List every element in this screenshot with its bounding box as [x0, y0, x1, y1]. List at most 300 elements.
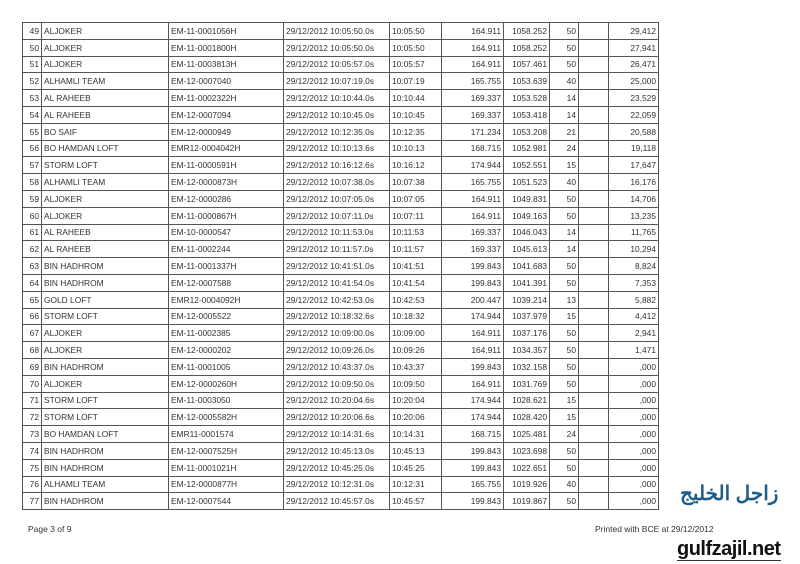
- cell-blank: [579, 308, 609, 325]
- cell-distance: 169.337: [442, 106, 504, 123]
- cell-blank: [579, 493, 609, 510]
- cell-loft-name: BIN HADHROM: [42, 258, 169, 275]
- table-row: [23, 106, 659, 123]
- cell-arrival-datetime: 29/12/2012 10:11:57.0s: [284, 241, 390, 258]
- cell-blank: [579, 274, 609, 291]
- cell-loft-name: ALHAMLI TEAM: [42, 476, 169, 493]
- cell-rank: 67: [23, 325, 42, 342]
- cell-speed: 1031.769: [504, 375, 550, 392]
- cell-ring-id: EM-11-0001005: [169, 358, 284, 375]
- cell-ring-id: EM-11-0000867H: [169, 207, 284, 224]
- cell-loft-name: BIN HADHROM: [42, 442, 169, 459]
- cell-ring-id: EM-11-0001337H: [169, 258, 284, 275]
- cell-entries: 14: [550, 106, 579, 123]
- cell-distance: 200.447: [442, 291, 504, 308]
- printed-info: Printed with BCE at 29/12/2012: [595, 524, 714, 534]
- table-row: [23, 358, 659, 375]
- cell-speed: 1049.831: [504, 190, 550, 207]
- cell-speed: 1039.214: [504, 291, 550, 308]
- cell-distance: 164.911: [442, 375, 504, 392]
- cell-ring-id: EM-12-0005522: [169, 308, 284, 325]
- cell-rank: 64: [23, 274, 42, 291]
- cell-arrival-datetime: 29/12/2012 10:45:13.0s: [284, 442, 390, 459]
- cell-points: 25,000: [609, 73, 659, 90]
- cell-speed: 1049.163: [504, 207, 550, 224]
- cell-speed: 1053.639: [504, 73, 550, 90]
- cell-distance: 165.755: [442, 476, 504, 493]
- cell-speed: 1045.613: [504, 241, 550, 258]
- cell-speed: 1028.621: [504, 392, 550, 409]
- cell-arrival-time: 10:42:53: [390, 291, 442, 308]
- cell-speed: 1019.926: [504, 476, 550, 493]
- cell-loft-name: ALHAMLI TEAM: [42, 174, 169, 191]
- cell-speed: 1053.418: [504, 106, 550, 123]
- cell-entries: 50: [550, 56, 579, 73]
- table-row: [23, 342, 659, 359]
- cell-arrival-datetime: 29/12/2012 10:42:53.0s: [284, 291, 390, 308]
- cell-ring-id: EM-12-0000286: [169, 190, 284, 207]
- table-row: [23, 140, 659, 157]
- cell-entries: 15: [550, 409, 579, 426]
- table-row: [23, 56, 659, 73]
- cell-points: 1,471: [609, 342, 659, 359]
- cell-distance: 199.843: [442, 442, 504, 459]
- cell-points: 4,412: [609, 308, 659, 325]
- cell-blank: [579, 207, 609, 224]
- cell-entries: 15: [550, 157, 579, 174]
- cell-arrival-time: 10:45:25: [390, 459, 442, 476]
- cell-speed: 1023.698: [504, 442, 550, 459]
- cell-blank: [579, 140, 609, 157]
- cell-ring-id: EM-12-0000877H: [169, 476, 284, 493]
- cell-distance: 169.337: [442, 90, 504, 107]
- table-row: [23, 459, 659, 476]
- cell-entries: 21: [550, 123, 579, 140]
- cell-arrival-time: 10:41:54: [390, 274, 442, 291]
- cell-speed: 1041.391: [504, 274, 550, 291]
- cell-loft-name: AL RAHEEB: [42, 106, 169, 123]
- cell-ring-id: EMR12-0004042H: [169, 140, 284, 157]
- cell-ring-id: EM-11-0003813H: [169, 56, 284, 73]
- cell-entries: 40: [550, 73, 579, 90]
- cell-ring-id: EM-11-0002322H: [169, 90, 284, 107]
- cell-entries: 15: [550, 392, 579, 409]
- cell-points: 22,059: [609, 106, 659, 123]
- cell-arrival-datetime: 29/12/2012 10:41:54.0s: [284, 274, 390, 291]
- cell-arrival-datetime: 29/12/2012 10:07:05.0s: [284, 190, 390, 207]
- cell-points: ,000: [609, 426, 659, 443]
- cell-loft-name: BO HAMDAN LOFT: [42, 140, 169, 157]
- cell-arrival-time: 10:18:32: [390, 308, 442, 325]
- cell-points: 17,647: [609, 157, 659, 174]
- table-row: [23, 274, 659, 291]
- cell-distance: 174.944: [442, 308, 504, 325]
- cell-rank: 58: [23, 174, 42, 191]
- cell-rank: 68: [23, 342, 42, 359]
- cell-points: ,000: [609, 358, 659, 375]
- cell-speed: 1058.252: [504, 39, 550, 56]
- cell-ring-id: EM-12-0007094: [169, 106, 284, 123]
- cell-distance: 165.755: [442, 174, 504, 191]
- cell-points: 23,529: [609, 90, 659, 107]
- cell-entries: 50: [550, 39, 579, 56]
- cell-points: 11,765: [609, 224, 659, 241]
- table-row: [23, 375, 659, 392]
- cell-blank: [579, 375, 609, 392]
- table-row: [23, 291, 659, 308]
- cell-distance: 164.911: [442, 56, 504, 73]
- table-row: [23, 258, 659, 275]
- cell-arrival-datetime: 29/12/2012 10:09:00.0s: [284, 325, 390, 342]
- cell-distance: 174.944: [442, 157, 504, 174]
- cell-arrival-datetime: 29/12/2012 10:12:35.0s: [284, 123, 390, 140]
- cell-entries: 14: [550, 241, 579, 258]
- cell-points: ,000: [609, 392, 659, 409]
- cell-arrival-time: 10:20:04: [390, 392, 442, 409]
- cell-speed: 1025.481: [504, 426, 550, 443]
- cell-entries: 13: [550, 291, 579, 308]
- cell-rank: 75: [23, 459, 42, 476]
- cell-rank: 51: [23, 56, 42, 73]
- cell-speed: 1041.683: [504, 258, 550, 275]
- cell-speed: 1057.461: [504, 56, 550, 73]
- table-row: [23, 207, 659, 224]
- cell-speed: 1058.252: [504, 23, 550, 40]
- cell-rank: 69: [23, 358, 42, 375]
- cell-entries: 14: [550, 224, 579, 241]
- results-table-body: [23, 23, 659, 510]
- cell-speed: 1053.528: [504, 90, 550, 107]
- cell-entries: 50: [550, 325, 579, 342]
- cell-ring-id: EM-12-0000260H: [169, 375, 284, 392]
- table-row: [23, 426, 659, 443]
- cell-arrival-time: 10:11:53: [390, 224, 442, 241]
- cell-blank: [579, 459, 609, 476]
- cell-loft-name: AL RAHEEB: [42, 241, 169, 258]
- cell-arrival-time: 10:10:44: [390, 90, 442, 107]
- cell-points: 13,235: [609, 207, 659, 224]
- cell-arrival-datetime: 29/12/2012 10:07:38.0s: [284, 174, 390, 191]
- cell-blank: [579, 442, 609, 459]
- cell-loft-name: BO SAIF: [42, 123, 169, 140]
- cell-arrival-datetime: 29/12/2012 10:45:25.0s: [284, 459, 390, 476]
- cell-ring-id: EM-10-0000547: [169, 224, 284, 241]
- cell-entries: 40: [550, 476, 579, 493]
- cell-ring-id: EMR11-0001574: [169, 426, 284, 443]
- cell-arrival-datetime: 29/12/2012 10:07:19.0s: [284, 73, 390, 90]
- table-row: [23, 308, 659, 325]
- cell-rank: 56: [23, 140, 42, 157]
- cell-rank: 54: [23, 106, 42, 123]
- cell-entries: 15: [550, 308, 579, 325]
- cell-points: 27,941: [609, 39, 659, 56]
- table-row: [23, 409, 659, 426]
- cell-loft-name: ALJOKER: [42, 39, 169, 56]
- cell-ring-id: EM-11-0001800H: [169, 39, 284, 56]
- cell-loft-name: ALJOKER: [42, 56, 169, 73]
- cell-rank: 76: [23, 476, 42, 493]
- cell-speed: 1053.208: [504, 123, 550, 140]
- cell-blank: [579, 258, 609, 275]
- cell-arrival-datetime: 29/12/2012 10:11:53.0s: [284, 224, 390, 241]
- cell-entries: 50: [550, 23, 579, 40]
- cell-entries: 50: [550, 442, 579, 459]
- cell-loft-name: STORM LOFT: [42, 392, 169, 409]
- cell-ring-id: EM-12-0007040: [169, 73, 284, 90]
- cell-loft-name: BIN HADHROM: [42, 274, 169, 291]
- cell-distance: 164.911: [442, 190, 504, 207]
- cell-distance: 199.843: [442, 459, 504, 476]
- cell-arrival-datetime: 29/12/2012 10:14:31.6s: [284, 426, 390, 443]
- cell-arrival-datetime: 29/12/2012 10:10:44.0s: [284, 90, 390, 107]
- cell-arrival-datetime: 29/12/2012 10:43:37.0s: [284, 358, 390, 375]
- cell-blank: [579, 358, 609, 375]
- cell-rank: 73: [23, 426, 42, 443]
- cell-arrival-time: 10:07:11: [390, 207, 442, 224]
- cell-ring-id: EM-12-0007588: [169, 274, 284, 291]
- cell-loft-name: STORM LOFT: [42, 409, 169, 426]
- cell-blank: [579, 39, 609, 56]
- cell-points: 16,176: [609, 174, 659, 191]
- watermark-site: gulfzajil.net: [677, 538, 781, 560]
- cell-speed: 1019.867: [504, 493, 550, 510]
- cell-points: 29,412: [609, 23, 659, 40]
- cell-distance: 199.843: [442, 274, 504, 291]
- cell-entries: 50: [550, 459, 579, 476]
- cell-loft-name: ALHAMLI TEAM: [42, 73, 169, 90]
- cell-blank: [579, 409, 609, 426]
- cell-blank: [579, 157, 609, 174]
- cell-blank: [579, 23, 609, 40]
- cell-arrival-time: 10:12:31: [390, 476, 442, 493]
- cell-ring-id: EM-12-0000949: [169, 123, 284, 140]
- cell-arrival-datetime: 29/12/2012 10:10:13.6s: [284, 140, 390, 157]
- cell-arrival-time: 10:07:05: [390, 190, 442, 207]
- cell-points: ,000: [609, 493, 659, 510]
- cell-loft-name: STORM LOFT: [42, 157, 169, 174]
- cell-distance: 169.337: [442, 241, 504, 258]
- cell-entries: 50: [550, 358, 579, 375]
- cell-blank: [579, 106, 609, 123]
- cell-distance: 171.234: [442, 123, 504, 140]
- cell-arrival-datetime: 29/12/2012 10:09:50.0s: [284, 375, 390, 392]
- cell-speed: 1046.043: [504, 224, 550, 241]
- cell-arrival-datetime: 29/12/2012 10:16:12.6s: [284, 157, 390, 174]
- cell-points: 7,353: [609, 274, 659, 291]
- cell-loft-name: BIN HADHROM: [42, 459, 169, 476]
- cell-arrival-time: 10:11:57: [390, 241, 442, 258]
- cell-arrival-datetime: 29/12/2012 10:20:04.6s: [284, 392, 390, 409]
- table-row: [23, 39, 659, 56]
- cell-arrival-datetime: 29/12/2012 10:18:32.6s: [284, 308, 390, 325]
- cell-arrival-time: 10:43:37: [390, 358, 442, 375]
- cell-blank: [579, 291, 609, 308]
- cell-entries: 50: [550, 274, 579, 291]
- cell-loft-name: BIN HADHROM: [42, 358, 169, 375]
- cell-ring-id: EM-11-0001056H: [169, 23, 284, 40]
- cell-entries: 50: [550, 342, 579, 359]
- cell-ring-id: EM-12-0007544: [169, 493, 284, 510]
- cell-rank: 63: [23, 258, 42, 275]
- cell-arrival-time: 10:07:19: [390, 73, 442, 90]
- cell-arrival-time: 10:09:00: [390, 325, 442, 342]
- cell-entries: 50: [550, 258, 579, 275]
- cell-rank: 71: [23, 392, 42, 409]
- cell-entries: 50: [550, 375, 579, 392]
- cell-distance: 174.944: [442, 409, 504, 426]
- cell-arrival-time: 10:05:50: [390, 39, 442, 56]
- cell-blank: [579, 224, 609, 241]
- cell-points: 10,294: [609, 241, 659, 258]
- cell-entries: 50: [550, 190, 579, 207]
- cell-distance: 174.944: [442, 392, 504, 409]
- cell-rank: 60: [23, 207, 42, 224]
- cell-arrival-datetime: 29/12/2012 10:05:50.0s: [284, 39, 390, 56]
- cell-ring-id: EM-12-0000873H: [169, 174, 284, 191]
- cell-ring-id: EM-11-0000591H: [169, 157, 284, 174]
- cell-loft-name: AL RAHEEB: [42, 90, 169, 107]
- cell-rank: 66: [23, 308, 42, 325]
- cell-distance: 164.911: [442, 39, 504, 56]
- cell-loft-name: GOLD LOFT: [42, 291, 169, 308]
- cell-rank: 57: [23, 157, 42, 174]
- cell-loft-name: ALJOKER: [42, 325, 169, 342]
- table-row: [23, 157, 659, 174]
- table-row: [23, 224, 659, 241]
- table-row: [23, 392, 659, 409]
- cell-blank: [579, 476, 609, 493]
- cell-distance: 165.755: [442, 73, 504, 90]
- cell-points: ,000: [609, 409, 659, 426]
- cell-arrival-time: 10:07:38: [390, 174, 442, 191]
- cell-arrival-datetime: 29/12/2012 10:20:06.6s: [284, 409, 390, 426]
- cell-arrival-datetime: 29/12/2012 10:05:50.0s: [284, 23, 390, 40]
- table-row: [23, 190, 659, 207]
- cell-arrival-time: 10:10:13: [390, 140, 442, 157]
- cell-rank: 62: [23, 241, 42, 258]
- cell-arrival-time: 10:20:06: [390, 409, 442, 426]
- cell-blank: [579, 190, 609, 207]
- cell-arrival-time: 10:09:26: [390, 342, 442, 359]
- cell-speed: 1022.651: [504, 459, 550, 476]
- cell-rank: 49: [23, 23, 42, 40]
- cell-distance: 199.843: [442, 493, 504, 510]
- cell-arrival-datetime: 29/12/2012 10:10:45.0s: [284, 106, 390, 123]
- cell-ring-id: EMR12-0004092H: [169, 291, 284, 308]
- cell-points: 8,824: [609, 258, 659, 275]
- cell-arrival-datetime: 29/12/2012 10:45:57.0s: [284, 493, 390, 510]
- cell-loft-name: STORM LOFT: [42, 308, 169, 325]
- table-row: [23, 241, 659, 258]
- watermark-arabic: زاجل الخليج: [680, 483, 779, 505]
- cell-points: ,000: [609, 459, 659, 476]
- cell-points: ,000: [609, 442, 659, 459]
- cell-blank: [579, 392, 609, 409]
- table-row: [23, 90, 659, 107]
- cell-distance: 164.911: [442, 325, 504, 342]
- cell-blank: [579, 56, 609, 73]
- cell-arrival-time: 10:12:35: [390, 123, 442, 140]
- cell-entries: 40: [550, 174, 579, 191]
- cell-loft-name: ALJOKER: [42, 190, 169, 207]
- cell-rank: 65: [23, 291, 42, 308]
- cell-ring-id: EM-12-0000202: [169, 342, 284, 359]
- cell-arrival-time: 10:16:12: [390, 157, 442, 174]
- cell-arrival-time: 10:09:50: [390, 375, 442, 392]
- table-row: [23, 123, 659, 140]
- cell-entries: 14: [550, 90, 579, 107]
- cell-rank: 74: [23, 442, 42, 459]
- cell-rank: 52: [23, 73, 42, 90]
- cell-arrival-datetime: 29/12/2012 10:41:51.0s: [284, 258, 390, 275]
- cell-points: 2,941: [609, 325, 659, 342]
- cell-speed: 1052.981: [504, 140, 550, 157]
- cell-ring-id: EM-11-0003050: [169, 392, 284, 409]
- cell-arrival-time: 10:05:57: [390, 56, 442, 73]
- cell-arrival-datetime: 29/12/2012 10:09:26.0s: [284, 342, 390, 359]
- cell-speed: 1037.979: [504, 308, 550, 325]
- cell-speed: 1052.551: [504, 157, 550, 174]
- cell-rank: 53: [23, 90, 42, 107]
- cell-rank: 55: [23, 123, 42, 140]
- cell-blank: [579, 241, 609, 258]
- cell-blank: [579, 90, 609, 107]
- cell-loft-name: AL RAHEEB: [42, 224, 169, 241]
- cell-entries: 50: [550, 207, 579, 224]
- table-row: [23, 325, 659, 342]
- cell-distance: 164.911: [442, 342, 504, 359]
- cell-arrival-datetime: 29/12/2012 10:12:31.0s: [284, 476, 390, 493]
- cell-ring-id: EM-12-0005582H: [169, 409, 284, 426]
- cell-distance: 199.843: [442, 258, 504, 275]
- cell-loft-name: BO HAMDAN LOFT: [42, 426, 169, 443]
- cell-points: 14,706: [609, 190, 659, 207]
- results-table: [22, 22, 659, 510]
- cell-blank: [579, 73, 609, 90]
- cell-loft-name: BIN HADHROM: [42, 493, 169, 510]
- cell-speed: 1034.357: [504, 342, 550, 359]
- cell-arrival-time: 10:05:50: [390, 23, 442, 40]
- cell-loft-name: ALJOKER: [42, 207, 169, 224]
- cell-arrival-time: 10:14:31: [390, 426, 442, 443]
- cell-speed: 1032.158: [504, 358, 550, 375]
- cell-points: 5,882: [609, 291, 659, 308]
- cell-distance: 164.911: [442, 207, 504, 224]
- cell-ring-id: EM-11-0002244: [169, 241, 284, 258]
- cell-blank: [579, 174, 609, 191]
- cell-distance: 168.715: [442, 426, 504, 443]
- table-row: [23, 442, 659, 459]
- cell-arrival-datetime: 29/12/2012 10:07:11.0s: [284, 207, 390, 224]
- cell-points: 20,588: [609, 123, 659, 140]
- cell-points: ,000: [609, 375, 659, 392]
- table-row: [23, 476, 659, 493]
- page-number: Page 3 of 9: [28, 524, 72, 534]
- cell-blank: [579, 123, 609, 140]
- cell-arrival-time: 10:45:57: [390, 493, 442, 510]
- cell-ring-id: EM-12-0007525H: [169, 442, 284, 459]
- cell-distance: 199.843: [442, 358, 504, 375]
- cell-points: 26,471: [609, 56, 659, 73]
- cell-loft-name: ALJOKER: [42, 342, 169, 359]
- table-row: [23, 174, 659, 191]
- cell-loft-name: ALJOKER: [42, 23, 169, 40]
- table-row: [23, 23, 659, 40]
- cell-rank: 50: [23, 39, 42, 56]
- cell-arrival-datetime: 29/12/2012 10:05:57.0s: [284, 56, 390, 73]
- table-row: [23, 73, 659, 90]
- cell-blank: [579, 325, 609, 342]
